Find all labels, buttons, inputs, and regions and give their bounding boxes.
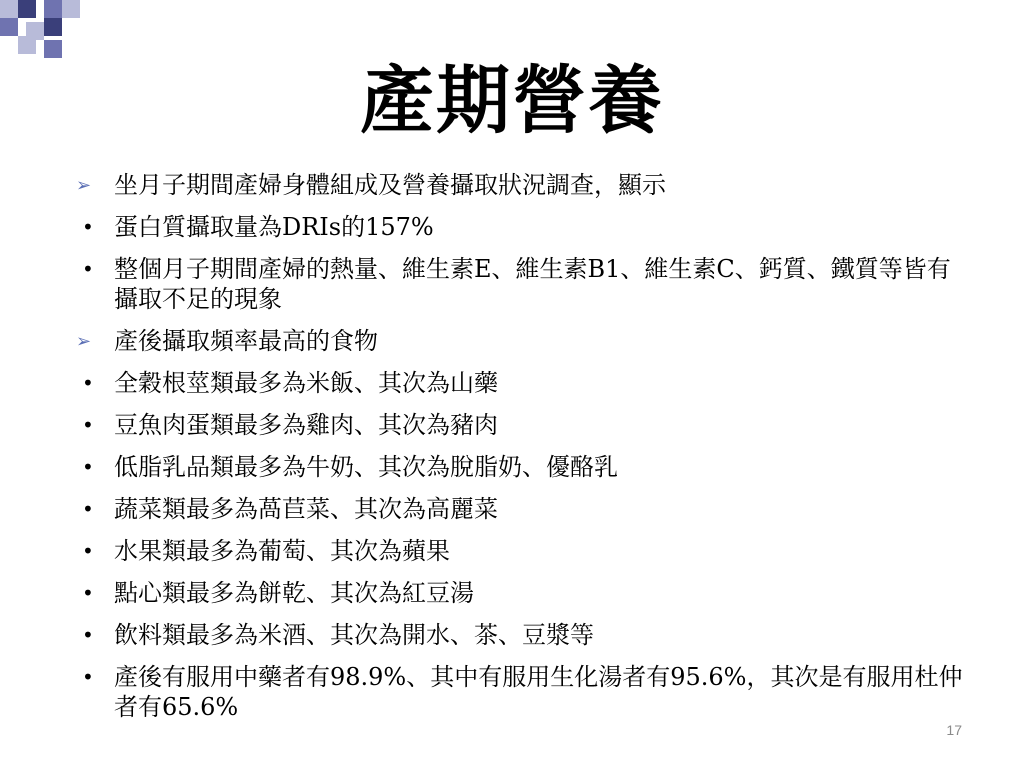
corner-square	[62, 0, 80, 18]
list-item-text: 飲料類最多為米酒、其次為開水、茶、豆漿等	[114, 621, 594, 649]
page-number: 17	[946, 722, 962, 738]
list-item-text: 水果類最多為葡萄、其次為蘋果	[114, 537, 450, 565]
list-item-text: 點心類最多為餅乾、其次為紅豆湯	[114, 579, 474, 607]
list-item	[76, 620, 966, 650]
arrow-bullet-icon: ➢	[76, 175, 92, 196]
list-item	[76, 254, 966, 314]
corner-square	[44, 18, 62, 36]
list-item	[76, 212, 966, 242]
arrow-bullet-icon: ➢	[76, 331, 92, 352]
list-item	[76, 662, 966, 722]
list-item-text: 產後攝取頻率最高的食物	[114, 327, 378, 355]
dot-bullet-icon: •	[82, 455, 94, 479]
corner-square	[18, 0, 36, 18]
list-item	[76, 494, 966, 524]
corner-square	[18, 36, 36, 54]
list-item-text: 蛋白質攝取量為DRIs的157%	[114, 213, 434, 241]
dot-bullet-icon: •	[82, 215, 94, 239]
list-item-text: 低脂乳品類最多為牛奶、其次為脫脂奶、優酪乳	[114, 453, 618, 481]
list-item	[76, 170, 966, 200]
list-item-text: 全穀根莖類最多為米飯、其次為山藥	[114, 369, 498, 397]
dot-bullet-icon: •	[82, 257, 94, 281]
dot-bullet-icon: •	[82, 413, 94, 437]
list-item	[76, 326, 966, 356]
slide-title: 產期營養	[360, 58, 664, 144]
list-item-text: 蔬菜類最多為萵苣菜、其次為高麗菜	[114, 495, 498, 523]
dot-bullet-icon: •	[82, 497, 94, 521]
list-item	[76, 536, 966, 566]
dot-bullet-icon: •	[82, 371, 94, 395]
dot-bullet-icon: •	[82, 581, 94, 605]
list-item-text: 豆魚肉蛋類最多為雞肉、其次為豬肉	[114, 411, 498, 439]
corner-square	[0, 0, 18, 18]
dot-bullet-icon: •	[82, 665, 94, 689]
corner-square	[44, 0, 62, 18]
list-item	[76, 368, 966, 398]
list-item	[76, 452, 966, 482]
corner-square	[0, 18, 18, 36]
list-item-text: 坐月子期間產婦身體組成及營養攝取狀況調查，顯示	[114, 171, 666, 199]
bullet-list	[76, 170, 966, 734]
list-item	[76, 578, 966, 608]
list-item-text: 產後有服用中藥者有98.9%、其中有服用生化湯者有95.6%，其次是有服用杜仲者有65.6%	[114, 663, 963, 721]
dot-bullet-icon: •	[82, 623, 94, 647]
list-item	[76, 410, 966, 440]
dot-bullet-icon: •	[82, 539, 94, 563]
list-item-text: 整個月子期間產婦的熱量、維生素E、維生素B1、維生素C、鈣質、鐵質等皆有攝取不足的現象	[114, 255, 951, 313]
